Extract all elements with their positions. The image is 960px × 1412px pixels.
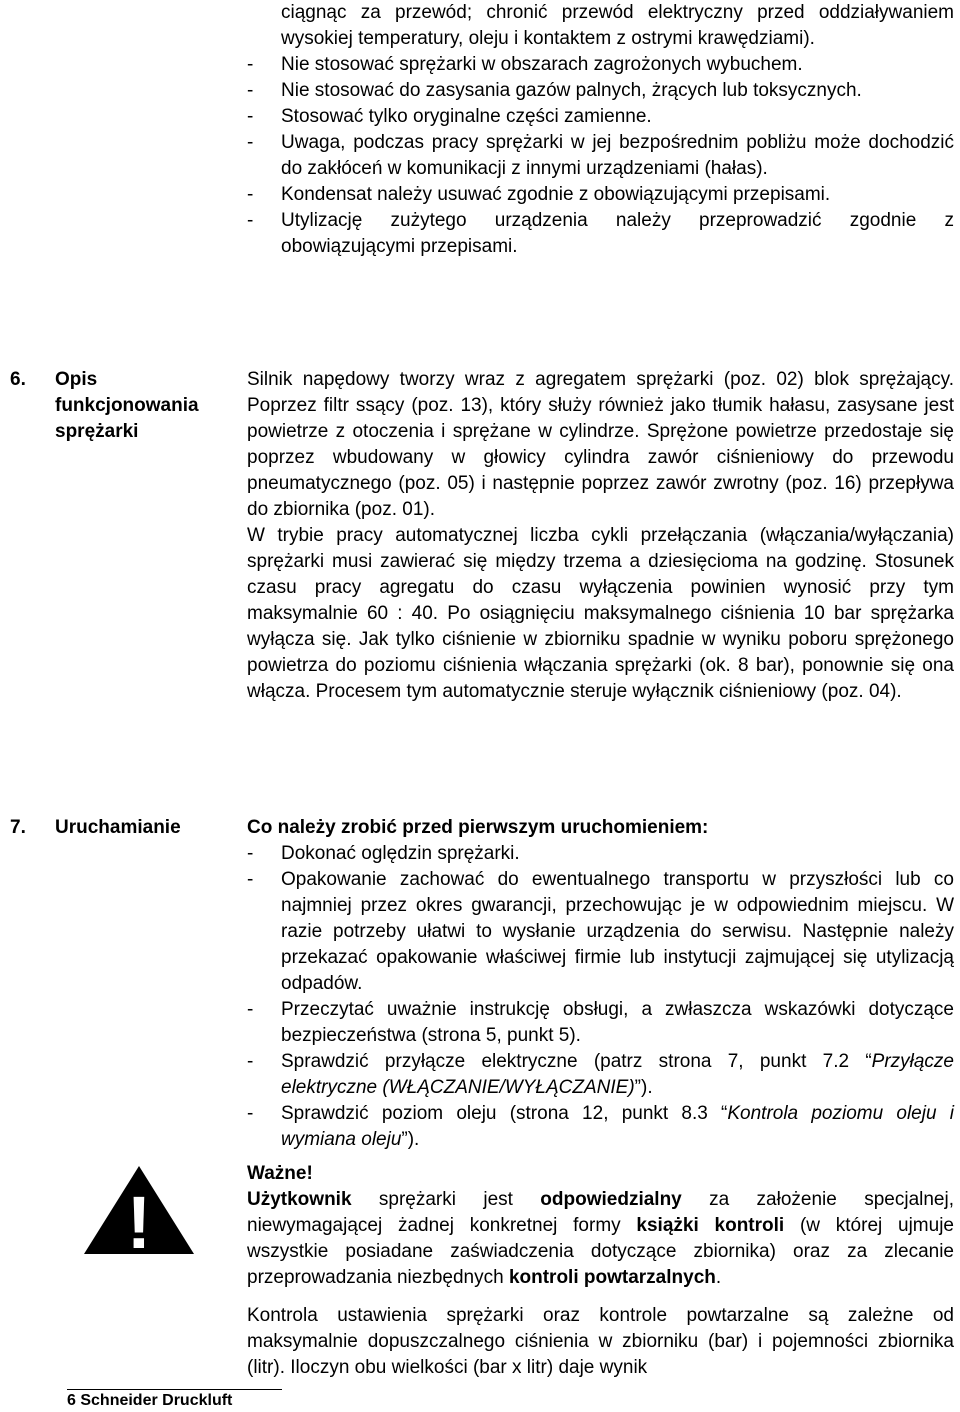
paragraph: Silnik napędowy tworzy wraz z agregatem sprężarki (poz. 02) blok sprężający. Poprzez filtr ssący (poz. 13), który służy również jako tłumik hałasu, zasysane jest powietrze z otoczenia i sprężane w cylindrze. Sprężone powietrze przedostaje się poprzez wbudowany w głowicy cylindra zawór ciśnieniowy do przewodu pneumatycznego (poz. 05) i następnie poprzez zawór zwrotny (poz. 16) przepływa do zbiornika (poz. 01). (247, 369, 954, 520)
text-run: za założenie specjalnej, niewymagającej żadnej konkretnej formy (247, 1189, 954, 1236)
section-6-body (247, 367, 954, 705)
section-6-title-line: sprężarki (55, 421, 139, 442)
text-run: ”). (401, 1129, 420, 1150)
bullet-dash: - (247, 1051, 254, 1072)
safety-list (247, 0, 954, 260)
list-item-text: Kondensat należy usuwać zgodnie z obowiązującymi przepisami. (281, 184, 831, 205)
list-item (247, 997, 954, 1049)
section-6-title (55, 367, 199, 445)
list-item (247, 130, 954, 182)
list-item (247, 841, 954, 867)
section-7-number: 7. (10, 817, 26, 838)
paragraph: Kontrola ustawienia sprężarki oraz kontrole powtarzalne są zależne od maksymalnie dopuszczalnego ciśnienia w zbiorniku (bar) i pojemności zbiornika (litr). Iloczyn obu wielkości (bar x litr) daje wynik (247, 1305, 954, 1378)
bullet-dash: - (247, 869, 254, 890)
bold-text: książki kontroli (636, 1215, 785, 1236)
list-item-text (281, 1101, 954, 1153)
bullet-dash: - (247, 132, 254, 153)
list-item (247, 1101, 954, 1153)
list-item (247, 78, 954, 104)
section-6-title-line: Opis (55, 369, 98, 390)
bold-text: Użytkownik (247, 1189, 352, 1210)
important-title: Ważne! (247, 1163, 313, 1184)
list-item-text: Opakowanie zachować do ewentualnego transportu w przyszłości lub co najmniej przez okres gwarancji, przechowując je w odpowiednim miejscu. W razie potrzeby ułatwi to wysłanie urządzenia do serwisu. Następnie należy przekazać opakowanie właściwej firmie lub instytucji zajmującej się utylizacją odpadów. (281, 869, 954, 994)
text-run: sprężarki jest (351, 1189, 541, 1210)
bullet-dash: - (247, 210, 254, 231)
list-item-text (281, 1049, 954, 1101)
list-item-text: Nie stosować sprężarki w obszarach zagrożonych wybuchem. (281, 54, 803, 75)
bullet-dash: - (247, 54, 254, 75)
bullet-dash: - (247, 999, 254, 1020)
list-item (247, 1049, 954, 1101)
warning-exclamation-glyph: ! (126, 1181, 152, 1256)
paragraph: W trybie pracy automatycznej liczba cykli przełączania (włączania/wyłączania) sprężarki musi zawierać się między trzema a dziesięcioma na godzinę. Stosunek czasu pracy agregatu do czasu wyłączenia powinien wynosić przy tym maksymalnie 60 : 40. Po osiągnięciu maksymalnego ciśnienia 10 bar sprężarka wyłącza się. Jak tylko ciśnienie w zbiorniku spadnie w wyniku poboru sprężonego powietrza do poziomu ciśnienia włączania sprężarki (ok. 8 bar), ponownie się ona włącza. Procesem tym automatycznie steruje wyłącznik ciśnieniowy (poz. 04). (247, 525, 954, 702)
list-item-text: Dokonać oględzin sprężarki. (281, 843, 520, 864)
italic-reference: Przyłącze elektryczne (WŁĄCZANIE/WYŁĄCZANIE) (281, 1051, 954, 1098)
important-note (247, 1161, 954, 1381)
list-item-text: Stosować tylko oryginalne części zamienne. (281, 106, 652, 127)
page-footer: 6 Schneider Druckluft (67, 1392, 233, 1409)
text-run: . (715, 1267, 722, 1288)
bullet-dash: - (247, 80, 254, 101)
text-run: Sprawdzić poziom oleju (strona 12, punkt 8.3 “ (281, 1103, 728, 1124)
section-heading: Co należy zrobić przed pierwszym uruchomieniem: (247, 817, 709, 838)
bullet-dash: - (247, 1103, 254, 1124)
italic-reference: Kontrola poziomu oleju i wymiana oleju (281, 1103, 954, 1150)
list-item-text: Uwaga, podczas pracy sprężarki w jej bezpośrednim pobliżu może dochodzić do zakłóceń w komunikacji z innymi urządzeniami (hałas). (281, 132, 954, 179)
list-item-text: Przeczytać uważnie instrukcję obsługi, a zwłaszcza wskazówki dotyczące bezpieczeństwa (strona 5, punkt 5). (281, 999, 954, 1046)
section-7-body (247, 815, 954, 1153)
warning-triangle-icon (82, 1164, 196, 1256)
text-run: ”). (634, 1077, 653, 1098)
list-item-text: Utylizację zużytego urządzenia należy przeprowadzić zgodnie z obowiązującymi przepisami. (281, 210, 954, 257)
section-7-title: Uruchamianie (55, 817, 181, 838)
list-item (247, 182, 954, 208)
section-6-title-line: funkcjonowania (55, 395, 199, 416)
list-item-text: Nie stosować do zasysania gazów palnych, żrących lub toksycznych. (281, 80, 862, 101)
bullet-dash: - (247, 106, 254, 127)
section-6-number: 6. (10, 369, 26, 390)
list-item (247, 52, 954, 78)
text-run: (w której ujmuje wszystkie posiadane zaświadczenia dotyczące zbiornika) oraz za zlecanie przeprowadzania niezbędnych (247, 1215, 954, 1288)
list-item (247, 104, 954, 130)
bold-text: odpowiedzialny (540, 1189, 682, 1210)
list-item (247, 867, 954, 997)
text-run: Sprawdzić przyłącze elektryczne (patrz strona 7, punkt 7.2 “ (281, 1051, 872, 1072)
bullet-dash: - (247, 843, 254, 864)
bold-text: kontroli powtarzalnych (508, 1267, 716, 1288)
paragraph (247, 1187, 954, 1291)
list-item-text: ciągnąc za przewód; chronić przewód elektryczny przed oddziaływaniem wysokiej temperatury, oleju i kontaktem z ostrymi krawędziami). (281, 2, 954, 49)
bullet-dash: - (247, 184, 254, 205)
list-item (247, 208, 954, 260)
list-item (247, 0, 954, 52)
